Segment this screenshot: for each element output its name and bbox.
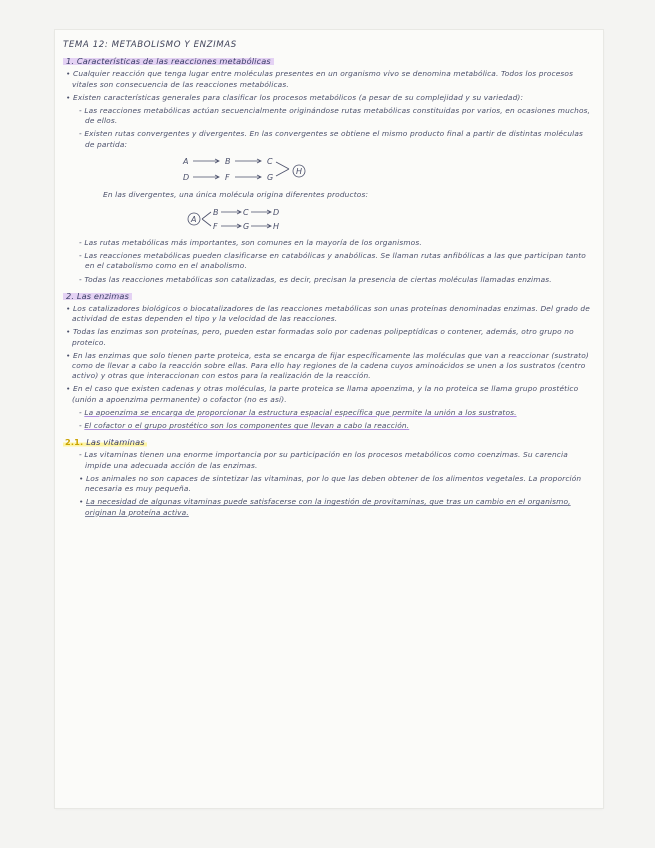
node-h: H: [296, 166, 303, 176]
s1-bullet-common: - Las rutas metabólicas más importantes, son comunes en la mayoría de los organismos.: [79, 238, 422, 248]
s1-divergent-intro: En las divergentes, una única molécula origina diferentes productos:: [103, 189, 369, 199]
node-b: B: [225, 156, 231, 166]
convergent-diagram: [181, 154, 321, 186]
section-1-heading: 1. Características de las reacciones metabólicas: [63, 56, 595, 66]
div-node-c: C: [243, 208, 249, 218]
s21-bullet-animals: • Los animales no son capaces de sintetizar las vitaminas, por lo que las deben obtener de los alimentos vegetales. La proporción necesaria es muy pequeña.: [79, 473, 582, 494]
node-d: D: [183, 172, 190, 182]
div-node-h: H: [273, 222, 280, 232]
div-node-f: F: [213, 222, 218, 232]
s1-bullet-sequential: - Las reacciones metabólicas actúan secuencialmente originándose rutas metabólicas constituidas por varios, en ocasiones muchos, de ellos.: [79, 106, 591, 126]
notebook-page: [55, 30, 603, 808]
s2-bullet-apoenzyme: - La apoenzima se encarga de proporcionar la estructura espacial específica que permite la unión a los sustratos.: [79, 407, 517, 417]
node-g: G: [267, 172, 274, 182]
divergent-diagram: [187, 204, 327, 234]
s1-bullet-classify: - Las reacciones metabólicas pueden clasificarse en catabólicas y anabólicas. Se llaman rutas anfibólicas a las que participan tanto en el catabolismo como en el anabolismo.: [79, 251, 586, 271]
s21-bullet-provitamins: • La necesidad de algunas vitaminas puede satisfacerse con la ingestión de provitaminas, que tras un cambio en el organismo, originan la proteína activa.: [79, 497, 571, 517]
s1-bullet-convergent: - Existen rutas convergentes y divergentes. En las convergentes se obtiene el mismo producto final a partir de distintas moléculas de partida:: [79, 129, 584, 149]
section-2-heading: 2. Las enzimas: [63, 291, 595, 301]
notes-content: [63, 40, 595, 521]
node-f: F: [225, 172, 230, 182]
s2-paragraph-1: • Los catalizadores biológicos o biocatalizadores de las reacciones metabólicas son unas proteínas denominadas enzimas. Del grado de actividad de estas dependen el tipo y la velocidad de las reacciones.: [66, 304, 590, 324]
s2-paragraph-3: • En las enzimas que solo tienen parte proteica, esta se encarga de fijar específicamente las moléculas que van a reaccionar (sustrato) como de llevar a cabo la reacción sobre ellas. Para ello hay regiones de la cadena cuyos aminoácidos se unen a los sustratos (centro activo) y otras que interaccionan con estos para la realización de la reacción.: [66, 350, 589, 381]
node-a: A: [183, 156, 189, 166]
node-c: C: [267, 156, 273, 166]
s2-bullet-cofactor: - El cofactor o el grupo prostético son los componentes que llevan a cabo la reacción.: [79, 421, 410, 431]
div-node-g: G: [243, 222, 250, 232]
div-node-a: A: [191, 215, 197, 225]
div-node-b: B: [213, 208, 219, 218]
s21-bullet-importance: - Las vitaminas tienen una enorme importancia por su participación en los procesos metabólicos como coenzimas. Su carencia impide una adecuada acción de las enzimas.: [79, 450, 568, 470]
s1-paragraph-1: • Cualquier reacción que tenga lugar entre moléculas presentes en un organismo vivo se denomina metabólica. Todos los procesos vitales son consecuencia de las reacciones metabólicas.: [66, 69, 574, 89]
s1-bullet-catalyzed: - Todas las reacciones metabólicas son catalizadas, es decir, precisan la presencia de ciertas moléculas llamadas enzimas.: [79, 274, 552, 284]
section-2-1-heading: 2.1. Las vitaminas: [65, 437, 145, 448]
s1-paragraph-2: • Existen características generales para clasificar los procesos metabólicos (a pesar de su complejidad y su variedad):: [66, 92, 524, 102]
div-node-d: D: [273, 208, 280, 218]
s2-paragraph-2: • Todas las enzimas son proteínas, pero, pueden estar formadas solo por cadenas polipeptídicas o contener, además, otro grupo no proteico.: [66, 327, 574, 347]
page-title: TEMA 12: METABOLISMO Y ENZIMAS: [63, 40, 237, 50]
s2-paragraph-4: • En el caso que existen cadenas y otras moléculas, la parte proteica se llama apoenzima, y la no proteica se llama grupo prostético (unión a apoenzima permanente) o cofactor (no es así).: [66, 384, 579, 404]
